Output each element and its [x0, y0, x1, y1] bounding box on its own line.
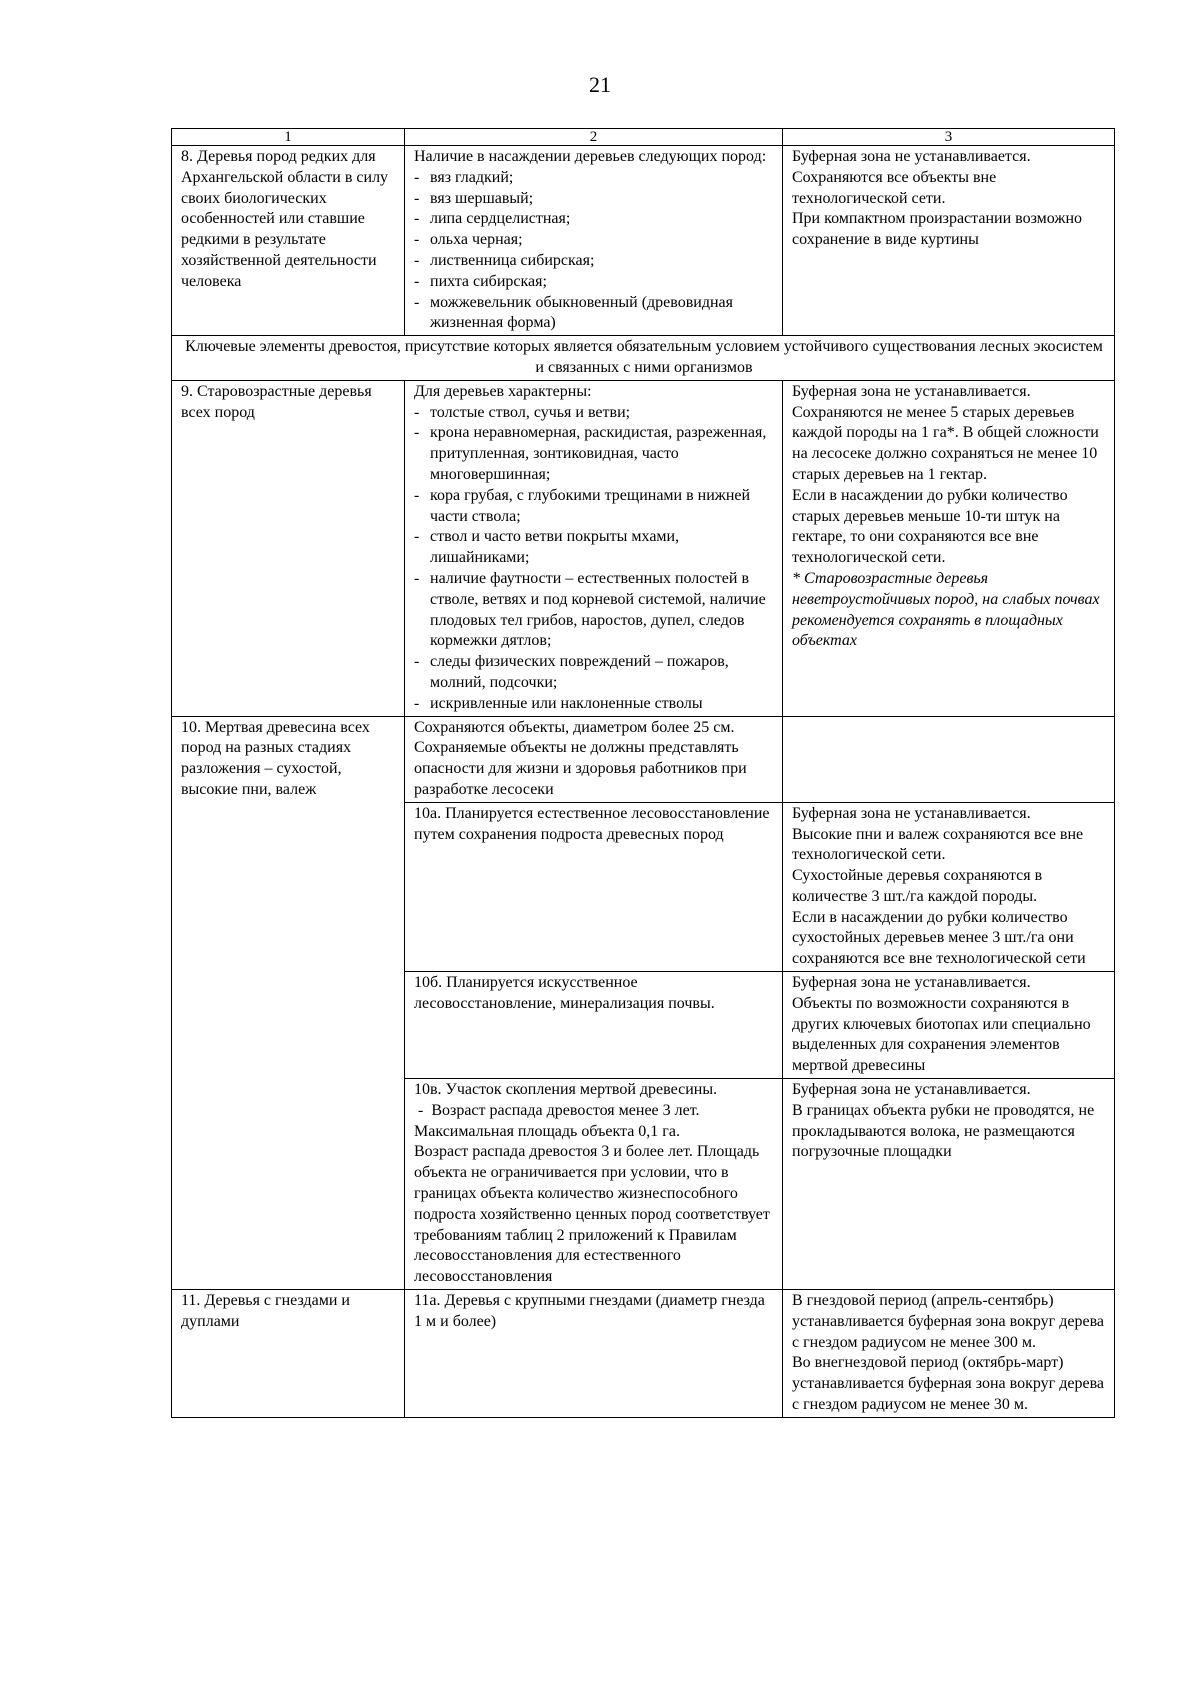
column-number-1: 1	[172, 129, 405, 146]
row10a-measures	[783, 802, 1115, 971]
row10-measures	[783, 716, 1115, 802]
paragraph: В границах объекта рубки не проводятся, не прокладываются волока, не размещаются погрузочные площадки	[792, 1101, 1095, 1161]
column-number-3: 3	[783, 129, 1115, 146]
paragraph: Сохраняются объекты, диаметром более 25 см.	[414, 718, 735, 736]
row9-measures	[783, 380, 1115, 716]
list-item: - можжевельник обыкновенный (древовидная жизненная форма)	[414, 293, 733, 332]
row11-criteria: 11а. Деревья с крупными гнездами (диаметр гнезда 1 м и более)	[405, 1290, 783, 1418]
paragraph: Во внегнездовой период (октябрь-март) устанавливается буферная зона вокруг дерева с гнездом радиусом не менее 30 м.	[792, 1354, 1105, 1414]
paragraph: Объекты по возможности сохраняются в других ключевых биотопах или специально выделенных для сохранения элементов мертвой древесины	[792, 994, 1091, 1075]
row9-object: 9. Старовозрастные деревья всех пород	[172, 380, 405, 716]
table-row-11	[172, 1290, 1115, 1418]
row9-criteria-intro: Для деревьев характерны:	[414, 382, 592, 400]
list-item: - лиственница сибирская;	[414, 251, 595, 269]
table-row-10	[172, 716, 1115, 802]
row10v-criteria	[405, 1079, 783, 1290]
paragraph: Сохраняемые объекты не должны представлять опасности для жизни и здоровья работников при разработке лесосеки	[414, 739, 747, 798]
section-heading-row	[172, 336, 1115, 381]
row10-object: 10. Мертвая древесина всех пород на разных стадиях разложения – сухостой, высокие пни, валеж	[172, 716, 405, 1290]
list-item: - вяз гладкий;	[414, 168, 514, 186]
section-heading: Ключевые элементы древостоя, присутствие которых является обязательным условием устойчивого существования лесных экосистем и связанных с ними организмов	[172, 336, 1115, 381]
paragraph: Буферная зона не устанавливается.	[792, 1081, 1031, 1099]
paragraph: Максимальная площадь объекта 0,1 га.	[414, 1122, 680, 1140]
row8-criteria	[405, 146, 783, 336]
list-item: - вяз шершавый;	[414, 189, 534, 207]
row9-criteria	[405, 380, 783, 716]
paragraph: Возраст распада древостоя 3 и более лет. Площадь объекта не ограничивается при условии, что в границах объекта количество жизнеспособного подроста хозяйственно ценных пород соответствует требованиям таблиц 2 приложений к Правилам лесовосстановления для естественного лесовосстановления	[414, 1143, 770, 1286]
table-row-8	[172, 146, 1115, 336]
paragraph: При компактном произрастании возможно сохранение в виде куртины	[792, 210, 1083, 249]
column-number-row	[172, 129, 1115, 146]
list-item: - Возраст распада древостоя менее 3 лет.	[414, 1101, 700, 1119]
paragraph: Сухостойные деревья сохраняются в количестве 3 шт./га каждой породы.	[792, 867, 1043, 905]
paragraph: Если в насаждении до рубки количество сухостойных деревьев менее 3 шт./га они сохраняются все вне технологической сети	[792, 908, 1086, 968]
row8-object: 8. Деревья пород редких для Архангельской области в силу своих биологических особенностей или ставшие редкими в результате хозяйственной деятельности человека	[172, 146, 405, 336]
list-item: - кора грубая, с глубокими трещинами в нижней части ствола;	[414, 486, 751, 525]
row10b-measures	[783, 972, 1115, 1079]
list-item: - липа сердцелистная;	[414, 210, 571, 228]
table-row-9	[172, 380, 1115, 716]
row8-species-list	[414, 168, 775, 334]
row10v-measures	[783, 1079, 1115, 1290]
paragraph: Сохраняются не менее 5 старых деревьев каждой породы на 1 га*. В общей сложности на лесосеке должно сохраняться не менее 10 старых деревьев на 1 гектар.	[792, 403, 1099, 483]
paragraph: Сохраняются все объекты вне технологической сети.	[792, 168, 997, 207]
list-item: - наличие фаутности – естественных полостей в стволе, ветвях и под корневой системой, наличие плодовых тел грибов, наростов, дупел, следов кормежки дятлов;	[414, 569, 766, 650]
paragraph: Буферная зона не устанавливается.	[792, 974, 1031, 992]
list-item: - искривленные или наклоненные стволы	[414, 694, 703, 712]
list-item: - следы физических повреждений – пожаров, молний, подсочки;	[414, 653, 729, 691]
list-item: - пихта сибирская;	[414, 272, 547, 290]
row8-criteria-intro: Наличие в насаждении деревьев следующих пород:	[414, 148, 767, 165]
row9-feature-list	[414, 403, 775, 715]
row11-object: 11. Деревья с гнездами и дуплами	[172, 1290, 405, 1418]
column-number-2: 2	[405, 129, 783, 146]
paragraph: 10в. Участок скопления мертвой древесины.	[414, 1081, 718, 1099]
paragraph: В гнездовой период (апрель-сентябрь) устанавливается буферная зона вокруг дерева с гнездом радиусом не менее 300 м.	[792, 1292, 1105, 1351]
list-item: - толстые ствол, сучья и ветви;	[414, 403, 631, 421]
row10a-criteria: 10а. Планируется естественное лесовосстановление путем сохранения подроста древесных пород	[405, 802, 783, 971]
paragraph: Буферная зона не устанавливается.	[792, 804, 1031, 822]
row10-criteria	[405, 716, 783, 802]
paragraph: Высокие пни и валеж сохраняются все вне технологической сети.	[792, 825, 1084, 864]
forest-elements-table	[171, 128, 1115, 1418]
page-number: 21	[589, 72, 611, 97]
list-item: - ствол и часто ветви покрыты мхами, лишайниками;	[414, 528, 680, 567]
list-item: - крона неравномерная, раскидистая, разреженная, притупленная, зонтиковидная, часто многовершинная;	[414, 424, 767, 483]
footnote: * Старовозрастные деревья неветроустойчивых пород, на слабых почвах рекомендуется сохранять в площадных объектах	[792, 569, 1100, 650]
row11-measures	[783, 1290, 1115, 1418]
paragraph: Если в насаждении до рубки количество старых деревьев меньше 10-ти штук на гектаре, то они сохраняются все вне технологической сети.	[792, 486, 1068, 567]
paragraph: Буферная зона не устанавливается.	[792, 382, 1031, 400]
list-item: - ольха черная;	[414, 231, 523, 249]
row10b-criteria: 10б. Планируется искусственное лесовосстановление, минерализация почвы.	[405, 972, 783, 1079]
row8-measures	[783, 146, 1115, 336]
paragraph: Буферная зона не устанавливается.	[792, 148, 1031, 165]
